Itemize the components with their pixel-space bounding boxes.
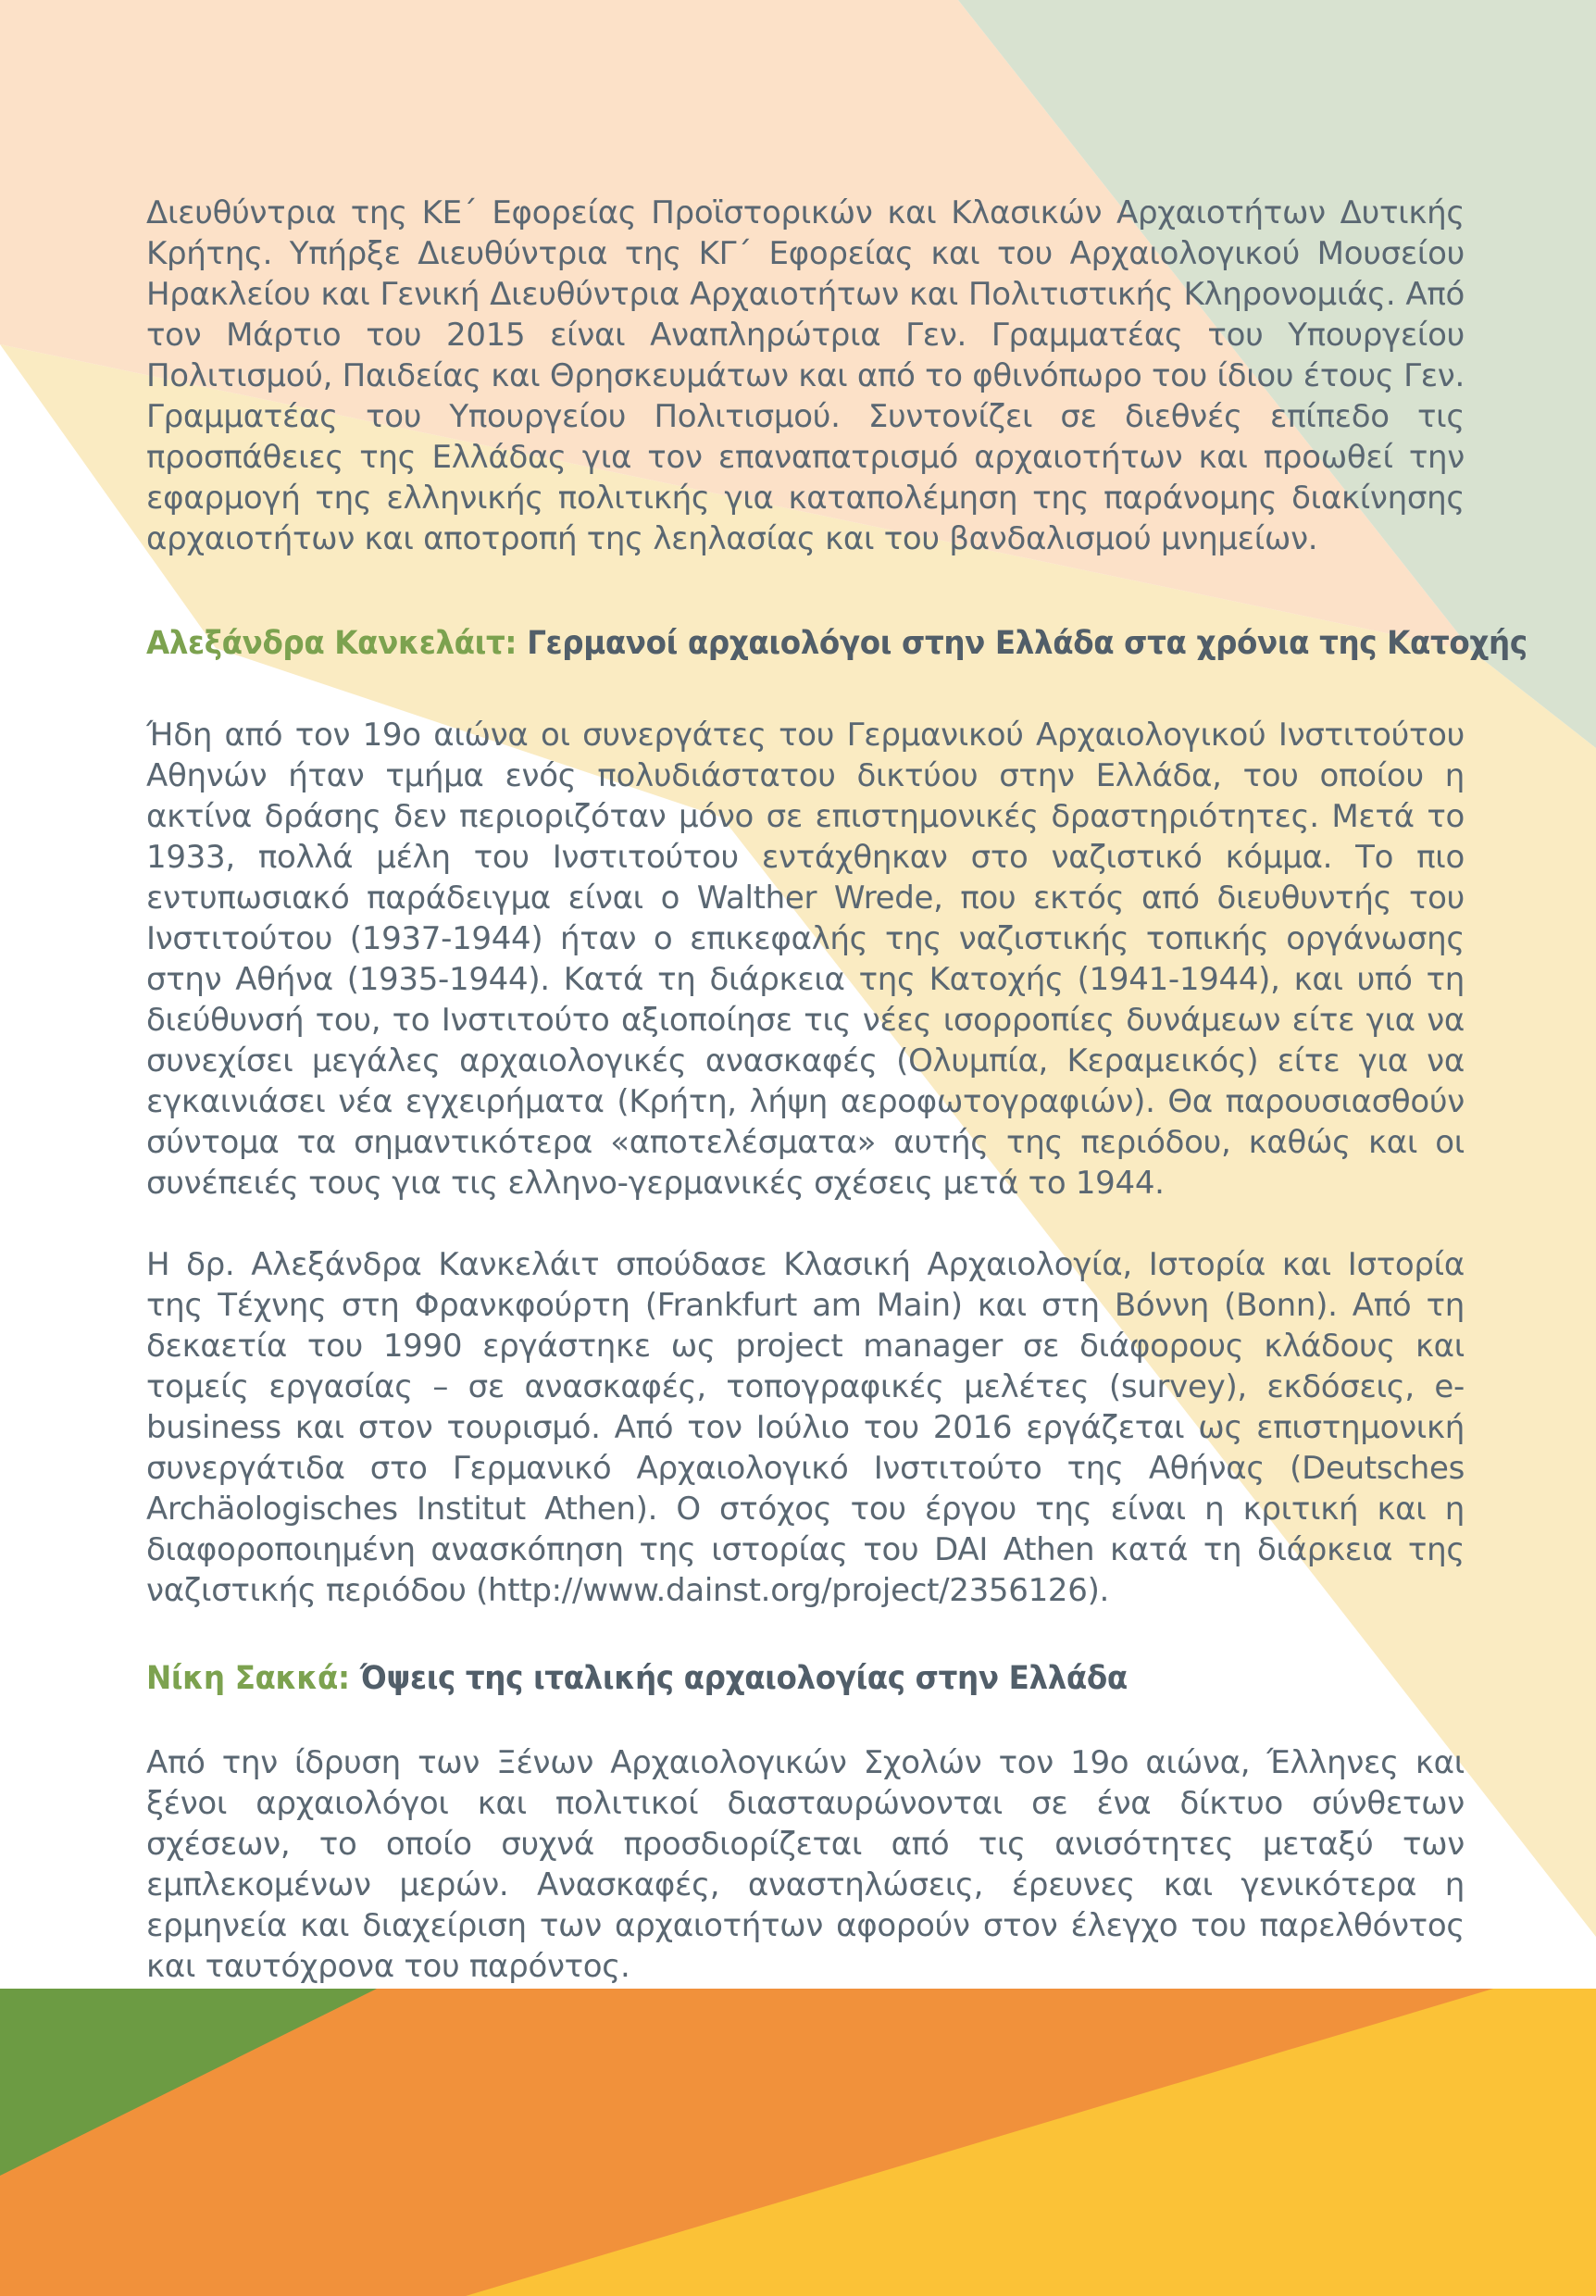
talk1-abstract-paragraph: Ήδη από τον 19ο αιώνα οι συνεργάτες του Γερμανικού Αρχαιολογικού Ινστιτούτου Αθηνών ήταν τμήμα ενός πολυδιάστατου δικτύου στην Ελλάδα, του οποίου η ακτίνα δράσης δεν περιοριζόταν μόνο σε επιστημονικές δραστηριότητες. Μετά το 1933, πολλά μέλη του Ινστιτούτου εντάχθηκαν στο ναζιστικό κόμμα. Το πιο εντυπωσιακό παράδειγμα είναι ο Walther Wrede, που εκτός από διευθυντής του Ινστιτούτου (1937-1944) ήταν ο επικεφαλής της ναζιστικής τοπικής οργάνωσης στην Αθήνα (1935-1944). Κατά τη διάρκεια της Κατοχής (1941-1944), και υπό τη διεύθυνσή του, το Ινστιτούτο αξιοποίησε τις νέες ισορροπίες δυνάμεων είτε για να συνεχίσει μεγάλες αρχαιολογικές ανασκαφές (Ολυμπία, Κεραμεικός) είτε για να εγκαινιάσει νέα εγχειρήματα (Κρήτη, λήψη αεροφωτογραφιών). Θα παρουσιασθούν σύντομα τα σημαντικότερα «αποτελέσματα» αυτής της περιόδου, καθώς και οι συνέπειές τους για τις ελληνο-γερμανικές σχέσεις μετά το 1944.	[146, 717, 1465, 1202]
talk2-speaker-name: Νίκη Σακκά:	[146, 1660, 350, 1697]
talk2-title: Όψεις της ιταλικής αρχαιολογίας στην Ελλάδα	[359, 1660, 1128, 1697]
talk2-heading	[146, 1657, 1372, 1700]
talk1-heading	[146, 622, 1527, 665]
talk1-speaker-bio-paragraph: Η δρ. Αλεξάνδρα Κανκελάιτ σπούδασε Κλασική Αρχαιολογία, Ιστορία και Ιστορία της Τέχνης στη Φρανκφούρτη (Frankfurt am Main) και στη Βόννη (Bonn). Από τη δεκαετία του 1990 εργάστηκε ως project manager σε διάφορους κλάδους και τομείς εργασίας – σε ανασκαφές, τοπογραφικές μελέτες (survey), εκδόσεις, e-business και στον τουρισμό. Από τον Ιούλιο του 2016 εργάζεται ως επιστημονική συνεργάτιδα στο Γερμανικό Αρχαιολογικό Ινστιτούτο της Αθήνας (Deutsches Archäologisches Institut Athen). Ο στόχος του έργου της είναι η κριτική και η διαφοροποιημένη ανασκόπηση της ιστορίας του DAI Athen κατά τη διάρκεια της ναζιστικής περιόδου (http://www.dainst.org/project/2356126).	[146, 1246, 1465, 1609]
talk1-speaker-name: Αλεξάνδρα Κανκελάιτ:	[146, 625, 517, 662]
talk2-abstract-paragraph: Από την ίδρυση των Ξένων Αρχαιολογικών Σχολών τον 19ο αιώνα, Έλληνες και ξένοι αρχαιολόγοι και πολιτικοί διασταυρώνονται σε ένα δίκτυο σύνθετων σχέσεων, το οποίο συχνά προσδιορίζεται από τις ανισότητες μεταξύ των εμπλεκομένων μερών. Ανασκαφές, αναστηλώσεις, έρευνες και γενικότερα η ερμηνεία και διαχείριση των αρχαιοτήτων αφορούν στον έλεγχο του παρελθόντος και ταυτόχρονα του παρόντος.	[146, 1744, 1465, 1985]
speaker-bio-paragraph: Διευθύντρια της ΚΕ΄ Εφορείας Προϊστορικών και Κλασικών Αρχαιοτήτων Δυτικής Κρήτης. Υπήρξε Διευθύντρια της ΚΓ΄ Εφορείας και του Αρχαιολογικού Μουσείου Ηρακλείου και Γενική Διευθύντρια Αρχαιοτήτων και Πολιτιστικής Κληρονομιάς. Από τον Μάρτιο του 2015 είναι Αναπληρώτρια Γεν. Γραμματέας του Υπουργείου Πολιτισμού, Παιδείας και Θρησκευμάτων και από το φθινόπωρο του ίδιου έτους Γεν. Γραμματέας του Υπουργείου Πολιτισμού. Συντονίζει σε διεθνές επίπεδο τις προσπάθειες της Ελλάδας για τον επαναπατρισμό αρχαιοτήτων και προωθεί την εφαρμογή της ελληνικής πολιτικής για καταπολέμηση της παράνομης διακίνησης αρχαιοτήτων και αποτροπή της λεηλασίας και του βανδαλισμού μνημείων.	[146, 194, 1465, 557]
talk1-title: Γερμανοί αρχαιολόγοι στην Ελλάδα στα χρόνια της Κατοχής	[527, 625, 1527, 662]
